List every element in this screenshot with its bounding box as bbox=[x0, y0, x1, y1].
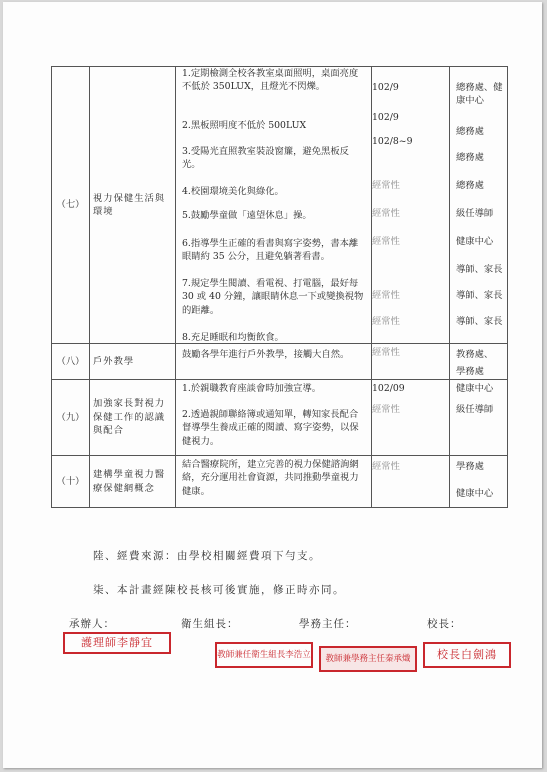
row-items bbox=[176, 456, 372, 508]
time-cell: 經常性 bbox=[372, 180, 400, 191]
handler-seal: 護理師李靜宜 bbox=[63, 632, 171, 654]
row-times bbox=[372, 380, 450, 456]
unit-cell: 健康中心 bbox=[456, 488, 494, 500]
row-number: （八） bbox=[52, 344, 90, 380]
list-item: 2.黑板照明度不低於 500LUX bbox=[182, 120, 307, 131]
time-cell: 102/9 bbox=[372, 112, 399, 123]
signature-label-health-head: 衛生組長： bbox=[181, 618, 239, 630]
unit-cell: 總務處 bbox=[456, 152, 484, 163]
list-item: 結合醫療院所，建立完善的視力保健諮詢網絡，充分運用社會資源，共同推動學童視力健康。 bbox=[182, 459, 359, 497]
list-item: 鼓勵各學年進行戶外教學，接觸大自然。 bbox=[182, 349, 350, 360]
time-cell: 經常性 bbox=[372, 208, 400, 219]
unit-cell: 健康中心 bbox=[456, 383, 494, 394]
row-number: （十） bbox=[52, 456, 90, 508]
table-row bbox=[52, 456, 508, 508]
unit-cell: 總務處、健康中心 bbox=[456, 82, 503, 107]
unit-cell: 導師、家長 bbox=[456, 264, 503, 275]
unit-cell: 級任導師 bbox=[456, 208, 494, 219]
list-item: 1.於親職教育座談會時加強宣導。 bbox=[182, 383, 322, 394]
row-items bbox=[176, 67, 372, 344]
list-item: 3.受陽光直照教室裝設窗簾，避免黑板反光。 bbox=[182, 146, 349, 171]
table-row bbox=[52, 380, 508, 456]
row-items bbox=[176, 380, 372, 456]
unit-cell: 總務處 bbox=[456, 180, 484, 191]
unit-cell: 學務處 bbox=[456, 366, 484, 378]
time-cell: 經常性 bbox=[372, 316, 400, 327]
time-cell: 經常性 bbox=[372, 404, 400, 416]
row-times bbox=[372, 67, 450, 344]
unit-cell: 導師、家長 bbox=[456, 316, 503, 327]
signature-label-principal: 校長： bbox=[427, 618, 462, 630]
row-topic: 加強家長對視力保健工作的認識與配合 bbox=[90, 380, 176, 456]
row-topic: 戶外教學 bbox=[90, 344, 176, 380]
unit-cell: 教務處、 bbox=[456, 349, 494, 360]
time-cell: 經常性 bbox=[372, 290, 400, 301]
time-cell: 102/8~9 bbox=[372, 136, 413, 147]
row-units bbox=[450, 456, 508, 508]
row-items bbox=[176, 344, 372, 380]
funding-source: 陸、經費來源：由學校相關經費項下勻支。 bbox=[93, 550, 321, 562]
table-row bbox=[52, 67, 508, 344]
document-page bbox=[3, 2, 542, 768]
time-cell: 經常性 bbox=[372, 461, 400, 472]
list-item: 5.鼓勵學童做「遠望休息」操。 bbox=[182, 210, 312, 221]
time-cell: 經常性 bbox=[372, 347, 400, 358]
row-units bbox=[450, 344, 508, 380]
time-cell: 經常性 bbox=[372, 236, 400, 247]
table-row bbox=[52, 344, 508, 380]
unit-cell: 級任導師 bbox=[456, 404, 494, 416]
principal-seal: 校長白劍鴻 bbox=[423, 642, 511, 668]
row-number: （九） bbox=[52, 380, 90, 456]
unit-cell: 導師、家長 bbox=[456, 290, 503, 301]
unit-cell: 總務處 bbox=[456, 126, 484, 137]
row-times bbox=[372, 344, 450, 380]
signature-label-handler: 承辦人： bbox=[69, 618, 115, 630]
list-item: 6.指導學生正確的看書與寫字姿勢，書本離眼睛約 35 公分，且避免躺著看書。 bbox=[182, 238, 359, 263]
signature-label-student-affairs: 學務主任： bbox=[299, 618, 357, 630]
row-topic: 視力保健生活與環境 bbox=[90, 67, 176, 344]
approval-note: 柒、本計畫經陳校長核可後實施，修正時亦同。 bbox=[93, 584, 345, 596]
row-times bbox=[372, 456, 450, 508]
list-item: 1.定期檢測全校各教室桌面照明，桌面亮度不低於 350LUX，且燈光不閃爍。 bbox=[182, 68, 359, 93]
time-cell: 102/9 bbox=[372, 82, 399, 93]
list-item: 4.校園環境美化與綠化。 bbox=[182, 186, 284, 197]
student-affairs-seal: 教師兼學務主任秦承熾 bbox=[319, 646, 417, 672]
list-item: 8.充足睡眠和均衡飲食。 bbox=[182, 332, 284, 343]
row-units bbox=[450, 67, 508, 344]
row-number: （七） bbox=[52, 67, 90, 344]
plan-table bbox=[51, 66, 508, 508]
health-head-seal: 教師兼任衛生組長李浩立 bbox=[215, 642, 313, 668]
unit-cell: 學務處 bbox=[456, 461, 484, 472]
unit-cell: 健康中心 bbox=[456, 236, 494, 247]
list-item: 7.規定學生閱讀、看電視、打電腦，最好每 30 或 40 分鐘，讓眼睛休息一下或變換視物的距離。 bbox=[182, 278, 364, 316]
time-cell: 102/09 bbox=[372, 383, 405, 394]
list-item: 2.透過親師聯絡簿或通知單，轉知家長配合督導學生養成正確的閱讀、寫字姿勢，以保健視力。 bbox=[182, 409, 359, 447]
row-topic: 建構學童視力醫療保健網概念 bbox=[90, 456, 176, 508]
row-units bbox=[450, 380, 508, 456]
